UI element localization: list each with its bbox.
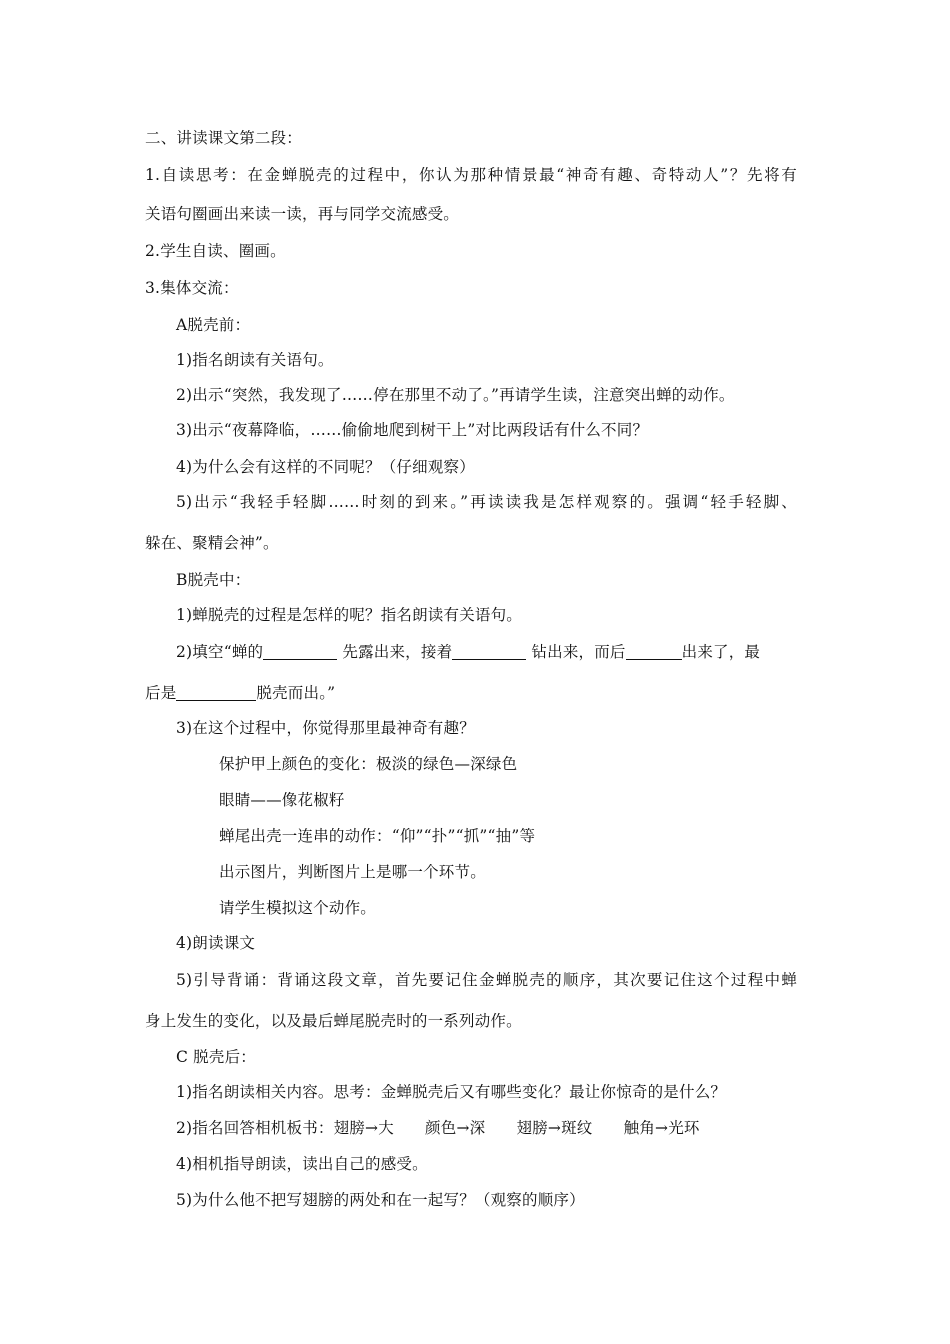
subheading: C 脱壳后： — [176, 1048, 256, 1066]
fill-text: 钻出来，而后 — [531, 643, 626, 661]
fill-blank — [626, 644, 682, 660]
fill-text: 后是 — [145, 684, 177, 702]
list-item: 1)指名朗读有关语句。 — [176, 351, 334, 369]
fill-text: 2)填空“蝉的 — [176, 643, 264, 661]
list-item-continuation: 身上发生的变化，以及最后蝉尾脱壳时的一系列动作。 — [145, 1012, 522, 1030]
sub-item: 请学生模拟这个动作。 — [219, 899, 377, 917]
list-item: 4)相机指导朗读，读出自己的感受。 — [176, 1155, 428, 1173]
section-heading: 二、讲读课文第二段： — [145, 129, 303, 147]
sub-item: 蝉尾出壳一连串的动作：“仰”“扑”“抓”“抽”等 — [219, 827, 536, 845]
list-item: 2)出示“突然，我发现了……停在那里不动了。”再请学生读，注意突出蝉的动作。 — [176, 386, 735, 404]
paragraph-line: 2.学生自读、圈画。 — [145, 242, 286, 260]
list-item: 5)出示“我轻手轻脚……时刻的到来。”再读读我是怎样观察的。强调“轻手轻脚、 — [176, 493, 797, 511]
fill-text: 出来了，最 — [681, 643, 761, 661]
list-item-continuation: 躲在、聚精会神”。 — [145, 534, 279, 552]
fill-blank — [176, 685, 256, 701]
fill-blank — [263, 644, 337, 660]
fill-blank — [452, 644, 526, 660]
paragraph-line: 1.自读思考：在金蝉脱壳的过程中，你认为那种情景最“神奇有趣、奇特动人”？先将有 — [145, 166, 797, 184]
list-item: 4)朗读课文 — [176, 934, 256, 952]
fill-in-line — [145, 683, 335, 703]
board-item: 颜色→深 — [425, 1119, 486, 1137]
sub-item: 眼睛——像花椒籽 — [219, 791, 345, 809]
fill-text: 脱壳而出。” — [256, 684, 336, 702]
list-item: 3)出示“夜幕降临，……偷偷地爬到树干上”对比两段话有什么不同？ — [176, 421, 649, 439]
paragraph-line: 3.集体交流： — [145, 279, 239, 297]
sub-item: 保护甲上颜色的变化：极淡的绿色—深绿色 — [219, 755, 518, 773]
paragraph-line: 关语句圈画出来读一读，再与同学交流感受。 — [145, 205, 460, 223]
sub-item: 出示图片，判断图片上是哪一个环节。 — [219, 863, 486, 881]
subheading: B脱壳中： — [176, 571, 251, 589]
board-item: 翅膀→斑纹 — [516, 1119, 593, 1137]
board-item: 2)指名回答相机板书：翅膀→大 — [176, 1119, 394, 1137]
fill-text: 先露出来，接着 — [342, 643, 453, 661]
list-item: 1)蝉脱壳的过程是怎样的呢？指名朗读有关语句。 — [176, 606, 523, 624]
list-item: 5)引导背诵：背诵这段文章，首先要记住金蝉脱壳的顺序，其次要记住这个过程中蝉 — [176, 971, 797, 989]
list-item: 3)在这个过程中，你觉得那里最神奇有趣？ — [176, 719, 475, 737]
list-item: 4)为什么会有这样的不同呢？（仔细观察） — [176, 458, 475, 476]
list-item: 5)为什么他不把写翅膀的两处和在一起写？（观察的顺序） — [176, 1191, 585, 1209]
board-item: 触角→光环 — [623, 1119, 700, 1137]
fill-in-line — [176, 642, 760, 662]
board-line — [176, 1118, 700, 1138]
subheading: A脱壳前： — [176, 316, 251, 334]
list-item: 1)指名朗读相关内容。思考：金蝉脱壳后又有哪些变化？最让你惊奇的是什么？ — [176, 1083, 727, 1101]
